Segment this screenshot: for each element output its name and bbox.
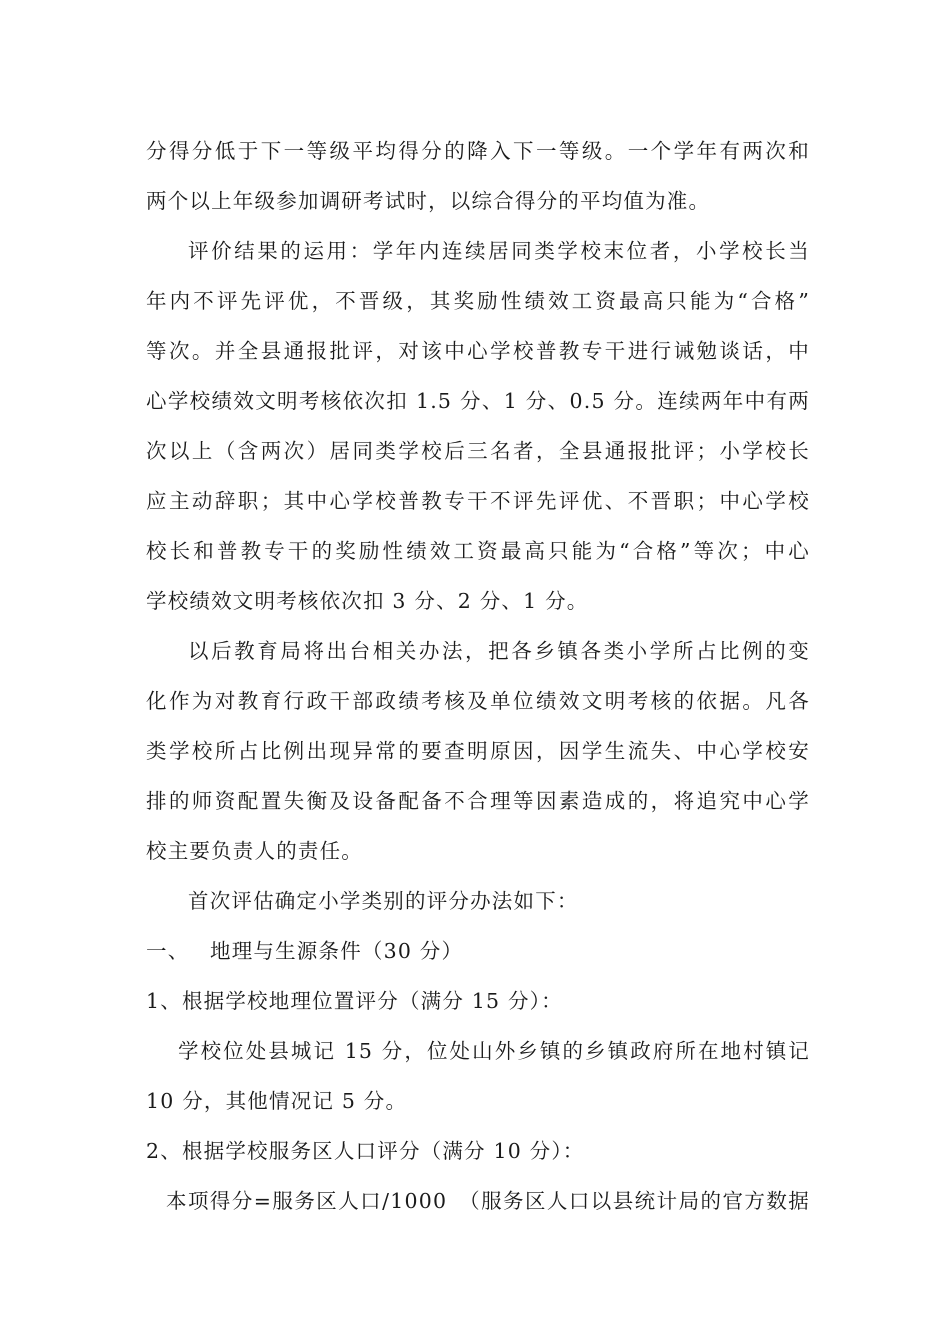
body-line: 学校绩效文明考核依次扣 3 分、2 分、1 分。 [146, 589, 589, 613]
body-line: 校主要负责人的责任。 [146, 839, 363, 863]
body-line: 排的师资配置失衡及设备配备不合理等因素造成的，将追究中心学 [146, 789, 810, 813]
section-number: 一、 [146, 939, 190, 963]
body-line: 应主动辞职；其中心学校普教专干不评先评优、不晋职；中心学校 [146, 489, 810, 513]
body-line: 类学校所占比例出现异常的要查明原因，因学生流失、中心学校安 [146, 739, 810, 763]
subsection-heading: 1、根据学校地理位置评分（满分 15 分）： [146, 989, 563, 1013]
paragraph-first-line: 首次评估确定小学类别的评分办法如下： [188, 889, 579, 913]
body-line: 年内不评先评优，不晋级，其奖励性绩效工资最高只能为“合格” [146, 289, 810, 313]
body-line: 等次。并全县通报批评，对该中心学校普教专干进行诫勉谈话，中 [146, 339, 810, 363]
document-page [146, 126, 810, 1226]
section-heading [146, 926, 810, 976]
section-title: 地理与生源条件（30 分） [210, 939, 464, 963]
body-line: 化作为对教育行政干部政绩考核及单位绩效文明考核的依据。凡各 [146, 689, 810, 713]
body-line: 10 分，其他情况记 5 分。 [146, 1089, 408, 1113]
body-line: 校长和普教专干的奖励性绩效工资最高只能为“合格”等次；中心 [146, 539, 810, 563]
body-line: 两个以上年级参加调研考试时，以综合得分的平均值为准。 [146, 189, 711, 213]
body-line: 心学校绩效文明考核依次扣 1.5 分、1 分、0.5 分。连续两年中有两 [146, 389, 810, 413]
paragraph-first-line: 以后教育局将出台相关办法，把各乡镇各类小学所占比例的变 [188, 639, 810, 663]
paragraph-first-line: 学校位处县城记 15 分，位处山外乡镇的乡镇政府所在地村镇记 [178, 1039, 810, 1063]
body-line: 次以上（含两次）居同类学校后三名者，全县通报批评；小学校长 [146, 439, 810, 463]
paragraph-first-line: 本项得分=服务区人口/1000 （服务区人口以县统计局的官方数据 [166, 1189, 810, 1213]
subsection-heading: 2、根据学校服务区人口评分（满分 10 分）： [146, 1139, 585, 1163]
body-line: 分得分低于下一等级平均得分的降入下一等级。一个学年有两次和 [146, 139, 810, 163]
paragraph-first-line: 评价结果的运用：学年内连续居同类学校末位者，小学校长当 [188, 239, 810, 263]
